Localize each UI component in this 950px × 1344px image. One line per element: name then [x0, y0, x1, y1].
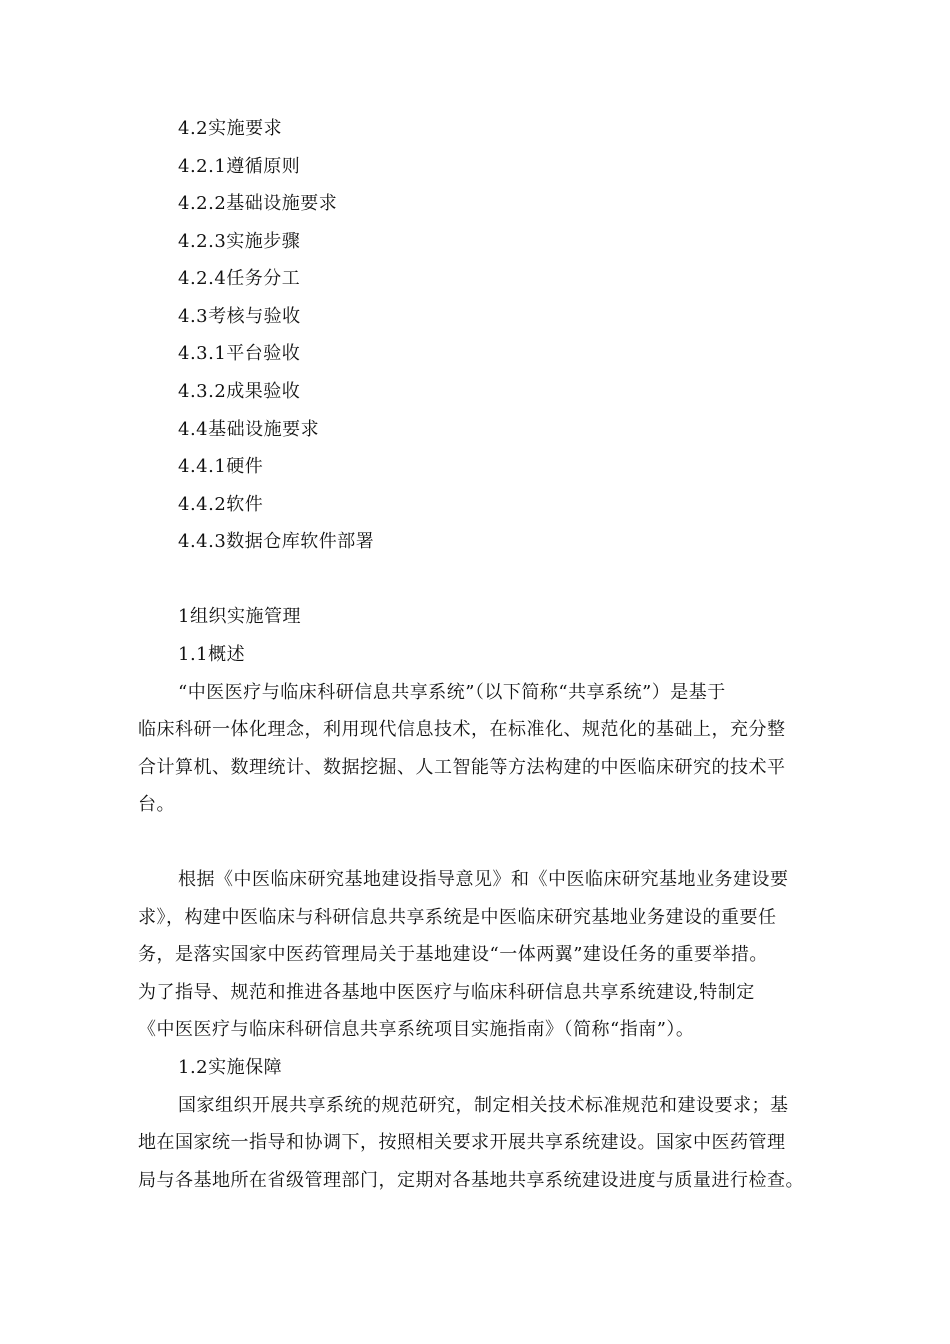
toc-item: 4.4.2软件	[178, 494, 264, 515]
subsection-title: 1.2实施保障	[178, 1057, 283, 1078]
toc-item: 4.3.2成果验收	[178, 381, 301, 402]
toc-item: 4.4.3数据仓库软件部署	[178, 531, 375, 552]
paragraph-line: 务，是落实国家中医药管理局关于基地建设“一体两翼”建设任务的重要举措。	[138, 944, 768, 965]
paragraph-line: 台。	[138, 794, 175, 815]
paragraph-line: 国家组织开展共享系统的规范研究，制定相关技术标准规范和建设要求；基	[178, 1095, 789, 1116]
paragraph-line: 为了指导、规范和推进各基地中医医疗与临床科研信息共享系统建设,特制定	[138, 982, 755, 1003]
toc-item: 4.3.1平台验收	[178, 343, 301, 364]
paragraph-line: 求》，构建中医临床与科研信息共享系统是中医临床研究基地业务建设的重要任	[138, 907, 777, 928]
toc-item: 4.2.4任务分工	[178, 268, 301, 289]
paragraph-line: 《中医医疗与临床科研信息共享系统项目实施指南》（简称“指南”）。	[138, 1019, 695, 1040]
paragraph-line: 根据《中医临床研究基地建设指导意见》和《中医临床研究基地业务建设要	[178, 869, 789, 890]
paragraph-line: 地在国家统一指导和协调下，按照相关要求开展共享系统建设。国家中医药管理	[138, 1132, 786, 1153]
toc-item: 4.2.1遵循原则	[178, 156, 301, 177]
toc-item: 4.4基础设施要求	[178, 419, 320, 440]
toc-item: 4.2.3实施步骤	[178, 231, 301, 252]
paragraph-line: “中医医疗与临床科研信息共享系统”（以下简称“共享系统”）是基于	[178, 682, 726, 703]
subsection-title: 1.1概述	[178, 644, 246, 665]
toc-item: 4.4.1硬件	[178, 456, 264, 477]
toc-item: 4.2.2基础设施要求	[178, 193, 338, 214]
paragraph-line: 临床科研一体化理念，利用现代信息技术，在标准化、规范化的基础上，充分整	[138, 719, 786, 740]
toc-item: 4.2实施要求	[178, 118, 283, 139]
toc-item: 4.3考核与验收	[178, 306, 301, 327]
paragraph-line: 合计算机、数理统计、数据挖掘、人工智能等方法构建的中医临床研究的技术平	[138, 757, 786, 778]
paragraph-line: 局与各基地所在省级管理部门，定期对各基地共享系统建设进度与质量进行检查。	[138, 1170, 804, 1191]
section-title: 1组织实施管理	[178, 606, 301, 627]
